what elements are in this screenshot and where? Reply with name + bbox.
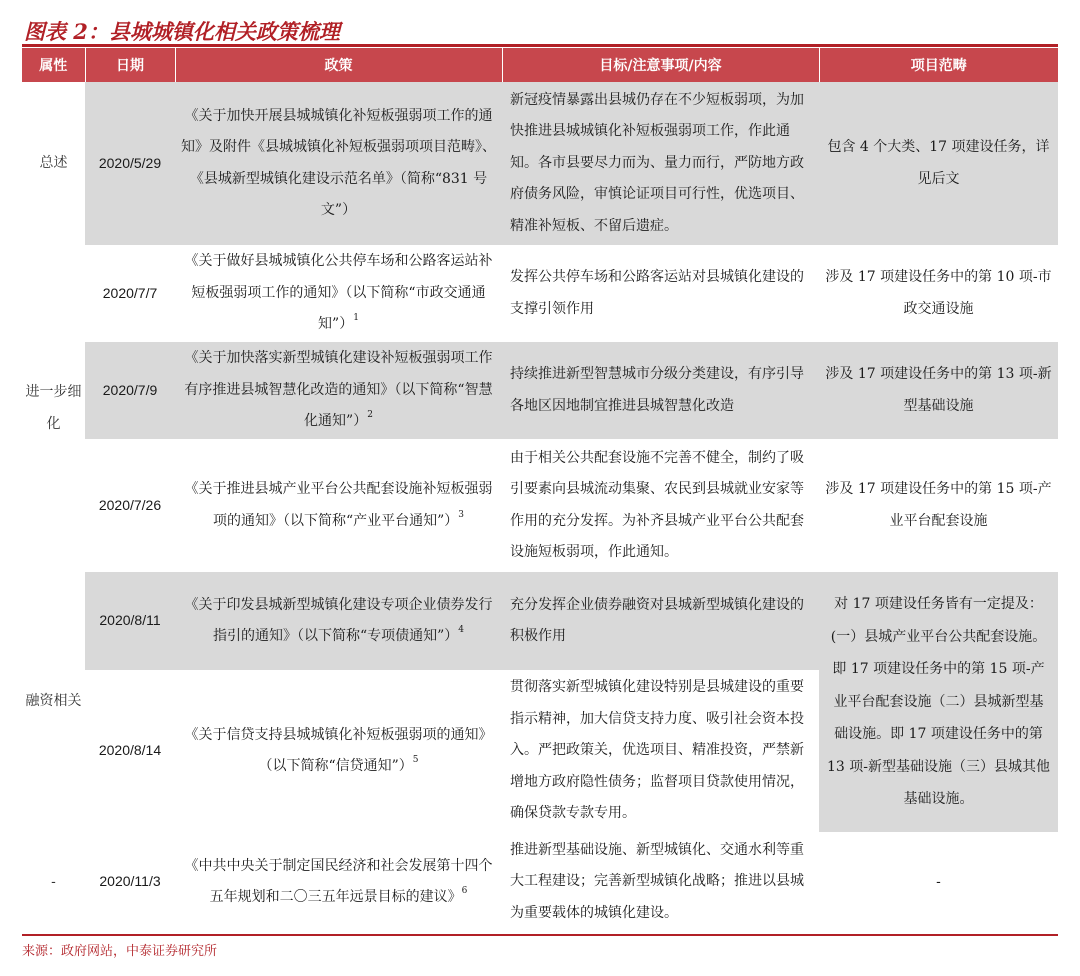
header-attribute: 属性 xyxy=(22,48,85,82)
attribute-cell: 融资相关 xyxy=(22,572,85,832)
attribute-cell: 总述 xyxy=(22,82,85,245)
policy-text: 《关于印发县城新型城镇化建设专项企业债券发行指引的通知》（以下简称“专项债通知”） xyxy=(184,596,493,644)
date-cell: 2020/5/29 xyxy=(85,82,175,245)
header-goal: 目标/注意事项/内容 xyxy=(502,48,819,82)
table-header-row xyxy=(22,48,1058,82)
date-cell: 2020/8/14 xyxy=(98,742,162,759)
policy-cell xyxy=(175,245,502,342)
table-row xyxy=(22,245,1058,342)
scope-cell: 包含 4 个大类、17 项建设任务，详见后文 xyxy=(819,82,1058,245)
policy-text: 《关于推进县城产业平台公共配套设施补短板强弱项的通知》（以下简称“产业平台通知”） xyxy=(184,481,493,529)
scope-cell-merged: 对 17 项建设任务皆有一定提及：(一）县城产业平台公共配套设施。即 17 项建设任务中的第 15 项-产业平台配套设施（二）县城新型基础设施。即 17 项建设任务中的第 13 项-新型基础设施（三）县城其他基础设施。 xyxy=(819,572,1058,832)
policy-text: 《关于加快开展县城城镇化补短板强弱项工作的通知》及附件《县城城镇化补短板强弱项项目范畴》、《县城新型城镇化建设示范名单》（简称“831 号文”） xyxy=(181,107,496,218)
goal-cell: 由于相关公共配套设施不完善不健全，制约了吸引要素向县城流动集聚、农民到县城就业安家等作用的充分发挥。为补齐县城产业平台公共配套设施短板弱项，作此通知。 xyxy=(510,449,804,560)
policy-table xyxy=(22,48,1058,932)
table-row xyxy=(22,439,1058,572)
goal-cell: 充分发挥企业债券融资对县城新型城镇化建设的积极作用 xyxy=(502,572,819,670)
footnote-marker: 3 xyxy=(458,509,465,520)
goal-cell: 新冠疫情暴露出县城仍存在不少短板弱项，为加快推进县城城镇化补短板强弱项工作，作此通知。各市县要尽力而为、量力而行，严防地方政府债务风险，审慎论证项目可行性，优选项目、精准补短板、不留后遗症。 xyxy=(502,82,819,245)
scope-cell: 涉及 17 项建设任务中的第 15 项-产业平台配套设施 xyxy=(825,481,1052,529)
date-cell: 2020/7/9 xyxy=(85,342,175,439)
policy-cell xyxy=(175,670,502,832)
attribute-cell: 进一步细化 xyxy=(22,245,85,572)
goal-cell: 贯彻落实新型城镇化建设特别是县城建设的重要指示精神，加大信贷支持力度、吸引社会资本投入。严把政策关，优选项目、精准投资，严禁新增地方政府隐性债务；监督项目贷款使用情况，确保贷款专款专用。 xyxy=(510,679,804,822)
source-note: 来源：政府网站，中泰证券研究所 xyxy=(22,934,1058,959)
footnote-marker: 1 xyxy=(353,313,359,324)
scope-cell: 涉及 17 项建设任务中的第 10 项-市政交通设施 xyxy=(825,269,1052,317)
table-row xyxy=(22,572,1058,670)
attribute-cell: - xyxy=(22,832,85,932)
policy-cell xyxy=(175,342,502,439)
header-scope: 项目范畴 xyxy=(819,48,1058,82)
table-row xyxy=(22,832,1058,932)
header-policy: 政策 xyxy=(175,48,502,82)
goal-cell: 发挥公共停车场和公路客运站对县城镇化建设的支撑引领作用 xyxy=(510,269,804,317)
table-row xyxy=(22,342,1058,439)
date-cell: 2020/7/7 xyxy=(102,284,158,301)
policy-cell xyxy=(175,82,502,245)
footnote-marker: 2 xyxy=(367,410,373,421)
date-cell: 2020/8/11 xyxy=(85,572,175,670)
table-row xyxy=(22,82,1058,245)
footnote-marker: 5 xyxy=(412,755,419,765)
scope-cell: - xyxy=(936,873,941,890)
goal-cell: 推进新型基础设施、新型城镇化、交通水利等重大工程建设；完善新型城镇化战略；推进以县城为重要载体的城镇化建设。 xyxy=(510,841,804,921)
figure-title: 图表 2：县城城镇化相关政策梳理 xyxy=(24,19,340,44)
figure-title-bar xyxy=(22,12,1058,47)
date-cell: 2020/11/3 xyxy=(99,873,161,890)
policy-text: 《中共中央关于制定国民经济和社会发展第十四个五年规划和二〇三五年远景目标的建议》 xyxy=(184,857,493,905)
header-date: 日期 xyxy=(85,48,175,82)
footnote-marker: 6 xyxy=(461,886,468,896)
policy-cell xyxy=(175,439,502,572)
policy-text: 《关于信贷支持县城城镇化补短板强弱项的通知》（以下简称“信贷通知”） xyxy=(184,726,493,774)
policy-text: 《关于加快落实新型城镇化建设补短板强弱项工作 有序推进县城智慧化改造的通知》（以下简称“智慧化通知”） xyxy=(184,350,493,430)
policy-cell xyxy=(175,832,502,932)
policy-cell xyxy=(175,572,502,670)
scope-cell: 涉及 17 项建设任务中的第 13 项-新型基础设施 xyxy=(819,342,1058,439)
policy-text: 《关于做好县城城镇化公共停车场和公路客运站补短板强弱项工作的通知》（以下简称“市政交通通知”） xyxy=(184,253,493,333)
footnote-marker: 4 xyxy=(458,625,465,635)
date-cell: 2020/7/26 xyxy=(98,496,162,513)
goal-cell: 持续推进新型智慧城市分级分类建设，有序引导各地区因地制宜推进县城智慧化改造 xyxy=(502,342,819,439)
